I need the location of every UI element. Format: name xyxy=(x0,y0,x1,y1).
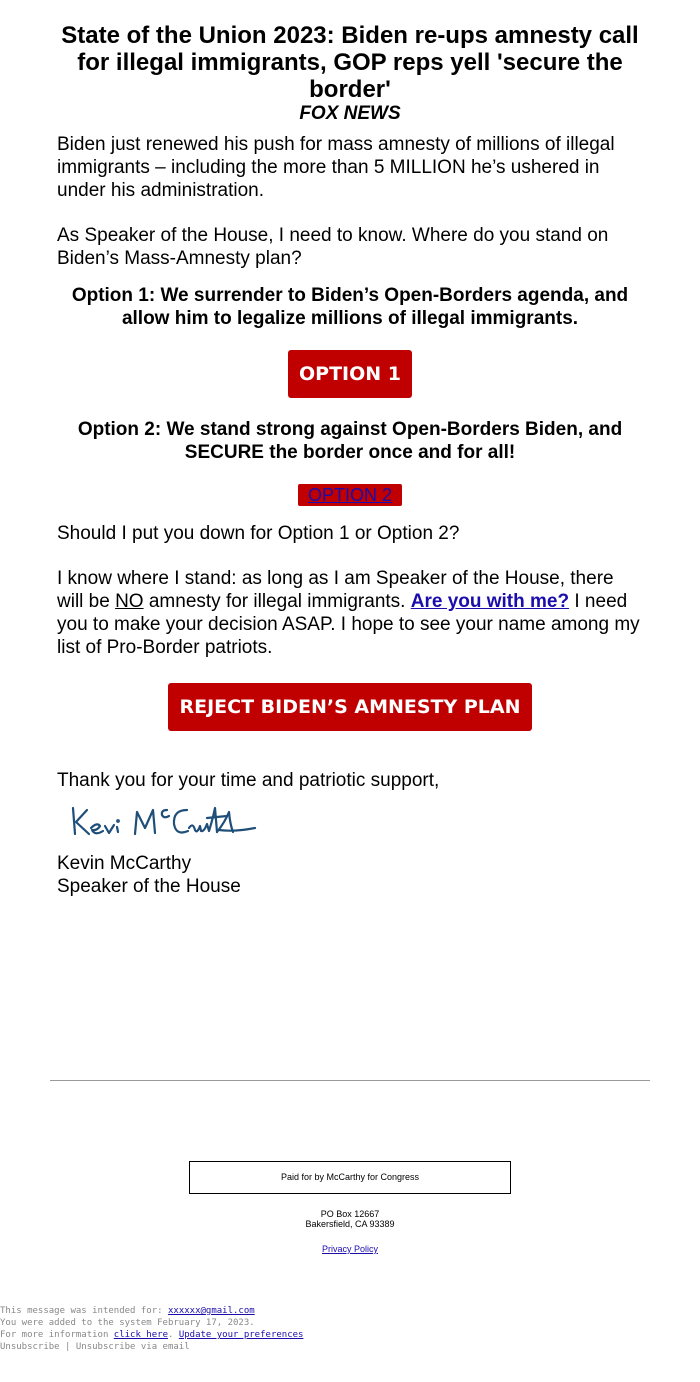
headline: State of the Union 2023: Biden re-ups amnesty call for illegal immigrants, GOP reps yell 'secure the border' xyxy=(61,22,639,103)
intro-paragraph: Biden just renewed his push for mass amnesty of millions of illegal immigrants – including the more than 5 MILLION he’s ushered in under his administration. xyxy=(57,134,615,201)
reject-amnesty-button[interactable]: REJECT BIDEN’S AMNESTY PLAN xyxy=(168,683,531,731)
option-2-button[interactable]: OPTION 2 xyxy=(298,484,402,506)
stance-text-2: amnesty for illegal immigrants. xyxy=(143,591,411,612)
update-preferences-link[interactable]: Update your preferences xyxy=(178,1330,304,1340)
stance-text-3: I need you to make your decision ASAP. I hope to see your name among my list of Pro-Border patriots. xyxy=(57,591,640,658)
signature xyxy=(67,798,257,848)
choice-question: Should I put you down for Option 1 or Option 2? xyxy=(57,523,460,544)
added-line: You were added to the system February 17, 2023. xyxy=(0,1318,255,1328)
option-1-button[interactable]: OPTION 1 xyxy=(288,350,412,398)
stance-text-1: I know where I stand: as long as I am Speaker of the House, there will be xyxy=(57,568,614,612)
privacy-policy-link[interactable]: Privacy Policy xyxy=(321,1244,378,1254)
stance-paragraph xyxy=(57,567,643,659)
signer-name: Kevin McCarthy xyxy=(57,853,192,874)
address-line-2: Bakersfield, CA 93389 xyxy=(305,1219,395,1229)
more-info-separator: . xyxy=(167,1330,179,1340)
option-2-text: Option 2: We stand strong against Open-Borders Biden, and SECURE the border once and for all! xyxy=(77,419,623,463)
email-body xyxy=(57,22,643,898)
more-info-line xyxy=(0,1329,303,1341)
thanks-line: Thank you for your time and patriotic support, xyxy=(57,770,440,791)
intended-email-link[interactable]: xxxxxx@gmail.com xyxy=(167,1306,255,1316)
stance-no: NO xyxy=(115,591,144,612)
privacy-row xyxy=(0,1244,700,1254)
footer-divider xyxy=(50,1080,650,1081)
signer-title: Speaker of the House xyxy=(57,876,241,897)
click-here-link[interactable]: click here xyxy=(113,1330,168,1340)
mailing-address xyxy=(0,1209,700,1229)
unsubscribe-line: Unsubscribe | Unsubscribe via email xyxy=(0,1342,190,1352)
paid-for-disclaimer: Paid for by McCarthy for Congress xyxy=(189,1161,511,1194)
option-1-text: Option 1: We surrender to Biden’s Open-Borders agenda, and allow him to legalize millions of illegal immigrants. xyxy=(71,285,629,329)
news-source: FOX NEWS xyxy=(299,103,401,124)
legal-footer xyxy=(0,1305,303,1353)
are-you-with-me-link[interactable]: Are you with me? xyxy=(410,591,570,612)
more-info-prefix: For more information xyxy=(0,1330,114,1340)
question-paragraph: As Speaker of the House, I need to know. Where do you stand on Biden’s Mass-Amnesty plan? xyxy=(57,225,609,269)
address-line-1: PO Box 12667 xyxy=(320,1209,380,1219)
intended-prefix: This message was intended for: xyxy=(0,1306,168,1316)
intended-line xyxy=(0,1305,303,1317)
